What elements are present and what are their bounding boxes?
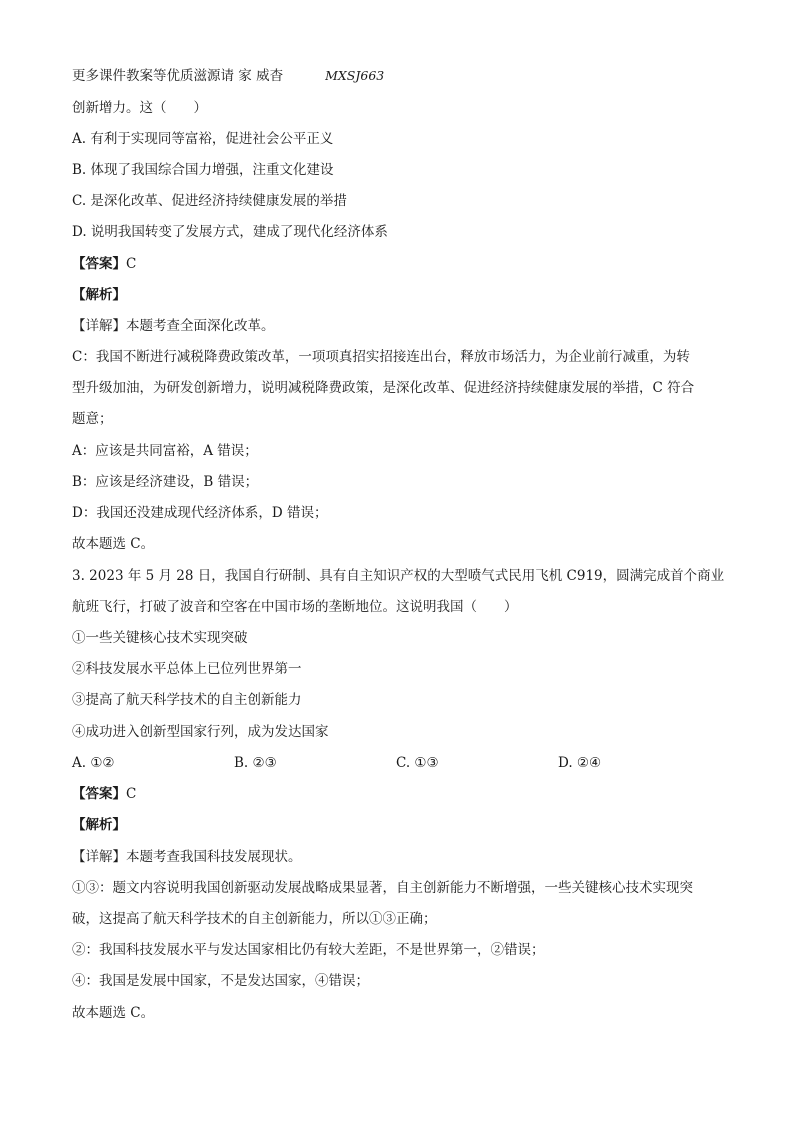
q3-analysis-label: 【解析】 — [72, 817, 126, 833]
q3-choice-d: D. ②④ — [558, 755, 602, 771]
q2-explanation-line: D：我国还没建成现代经济体系，D 错误； — [72, 505, 328, 521]
answer-value: C — [126, 786, 137, 802]
q3-detail — [72, 847, 732, 867]
q2-conclusion: 故本题选 C。 — [72, 536, 155, 552]
q2-explanation-line: 题意； — [72, 411, 113, 427]
q3-statement-4: ④成功进入创新型国家行列，成为发达国家 — [72, 724, 329, 740]
promo-code: MXSJ663 — [325, 68, 385, 83]
detail-text: 本题考查全面深化改革。 — [126, 318, 275, 334]
q2-explanation-line: 型升级加油，为研发创新增力，说明减税降费政策，是深化改革、促进经济持续健康发展的举措，C 符合 — [72, 380, 695, 396]
q3-answer — [72, 784, 732, 804]
q2-option-d: D. 说明我国转变了发展方式，建成了现代化经济体系 — [72, 224, 388, 240]
q2-option-c: C. 是深化改革、促进经济持续健康发展的举措 — [72, 193, 347, 209]
answer-label: 【答案】 — [72, 256, 126, 272]
q2-option-a: A. 有利于实现同等富裕，促进社会公平正义 — [72, 131, 334, 147]
promo-header — [72, 66, 732, 86]
q3-choices — [72, 753, 732, 773]
q3-statement-3: ③提高了航天科学技术的自主创新能力 — [72, 692, 302, 708]
q3-explanation-line: ①③：题文内容说明我国创新驱动发展战略成果显著，自主创新能力不断增强，一些关键核心技术实现突 — [72, 880, 693, 896]
q3-choice-a: A. ①② — [72, 755, 115, 771]
q3-conclusion: 故本题选 C。 — [72, 1005, 155, 1021]
q3-statement-2: ②科技发展水平总体上已位列世界第一 — [72, 661, 302, 677]
detail-text: 本题考查我国科技发展现状。 — [126, 849, 302, 865]
q2-answer — [72, 254, 732, 274]
q2-explanation-line: B：应该是经济建设，B 错误； — [72, 474, 259, 490]
q3-explanation-line: ②：我国科技发展水平与发达国家相比仍有较大差距，不是世界第一，②错误； — [72, 942, 545, 958]
q3-stem-line: 航班飞行，打破了波音和空客在中国市场的垄断地位。这说明我国（ ） — [72, 599, 518, 615]
answer-label: 【答案】 — [72, 786, 126, 802]
promo-text: 更多课件教案等优质滋源请 家 威杳 — [72, 68, 284, 84]
q2-detail — [72, 316, 732, 336]
detail-label: 【详解】 — [72, 318, 126, 334]
q3-choice-b: B. ②③ — [234, 755, 277, 771]
q3-explanation-line: 破，这提高了航天科学技术的自主创新能力，所以①③正确； — [72, 911, 437, 927]
answer-value: C — [126, 256, 137, 272]
q3-choice-c: C. ①③ — [396, 755, 439, 771]
q3-stem-line: 3. 2023 年 5 月 28 日，我国自行研制、具有自主知识产权的大型喷气式民用飞机 C919，圆满完成首个商业 — [72, 568, 725, 584]
q2-stem-tail: 创新增力。这（ ） — [72, 100, 207, 116]
q3-explanation-line: ④：我国是发展中国家，不是发达国家，④错误； — [72, 973, 369, 989]
q3-statement-1: ①一些关键核心技术实现突破 — [72, 630, 248, 646]
q2-explanation-line: C：我国不断进行减税降费政策改革，一项项真招实招接连出台，释放市场活力，为企业前行减重，为转 — [72, 349, 690, 365]
q2-analysis-label: 【解析】 — [72, 287, 126, 303]
q2-option-b: B. 体现了我国综合国力增强，注重文化建设 — [72, 162, 334, 178]
q2-explanation-line: A：应该是共同富裕，A 错误； — [72, 443, 258, 459]
detail-label: 【详解】 — [72, 849, 126, 865]
